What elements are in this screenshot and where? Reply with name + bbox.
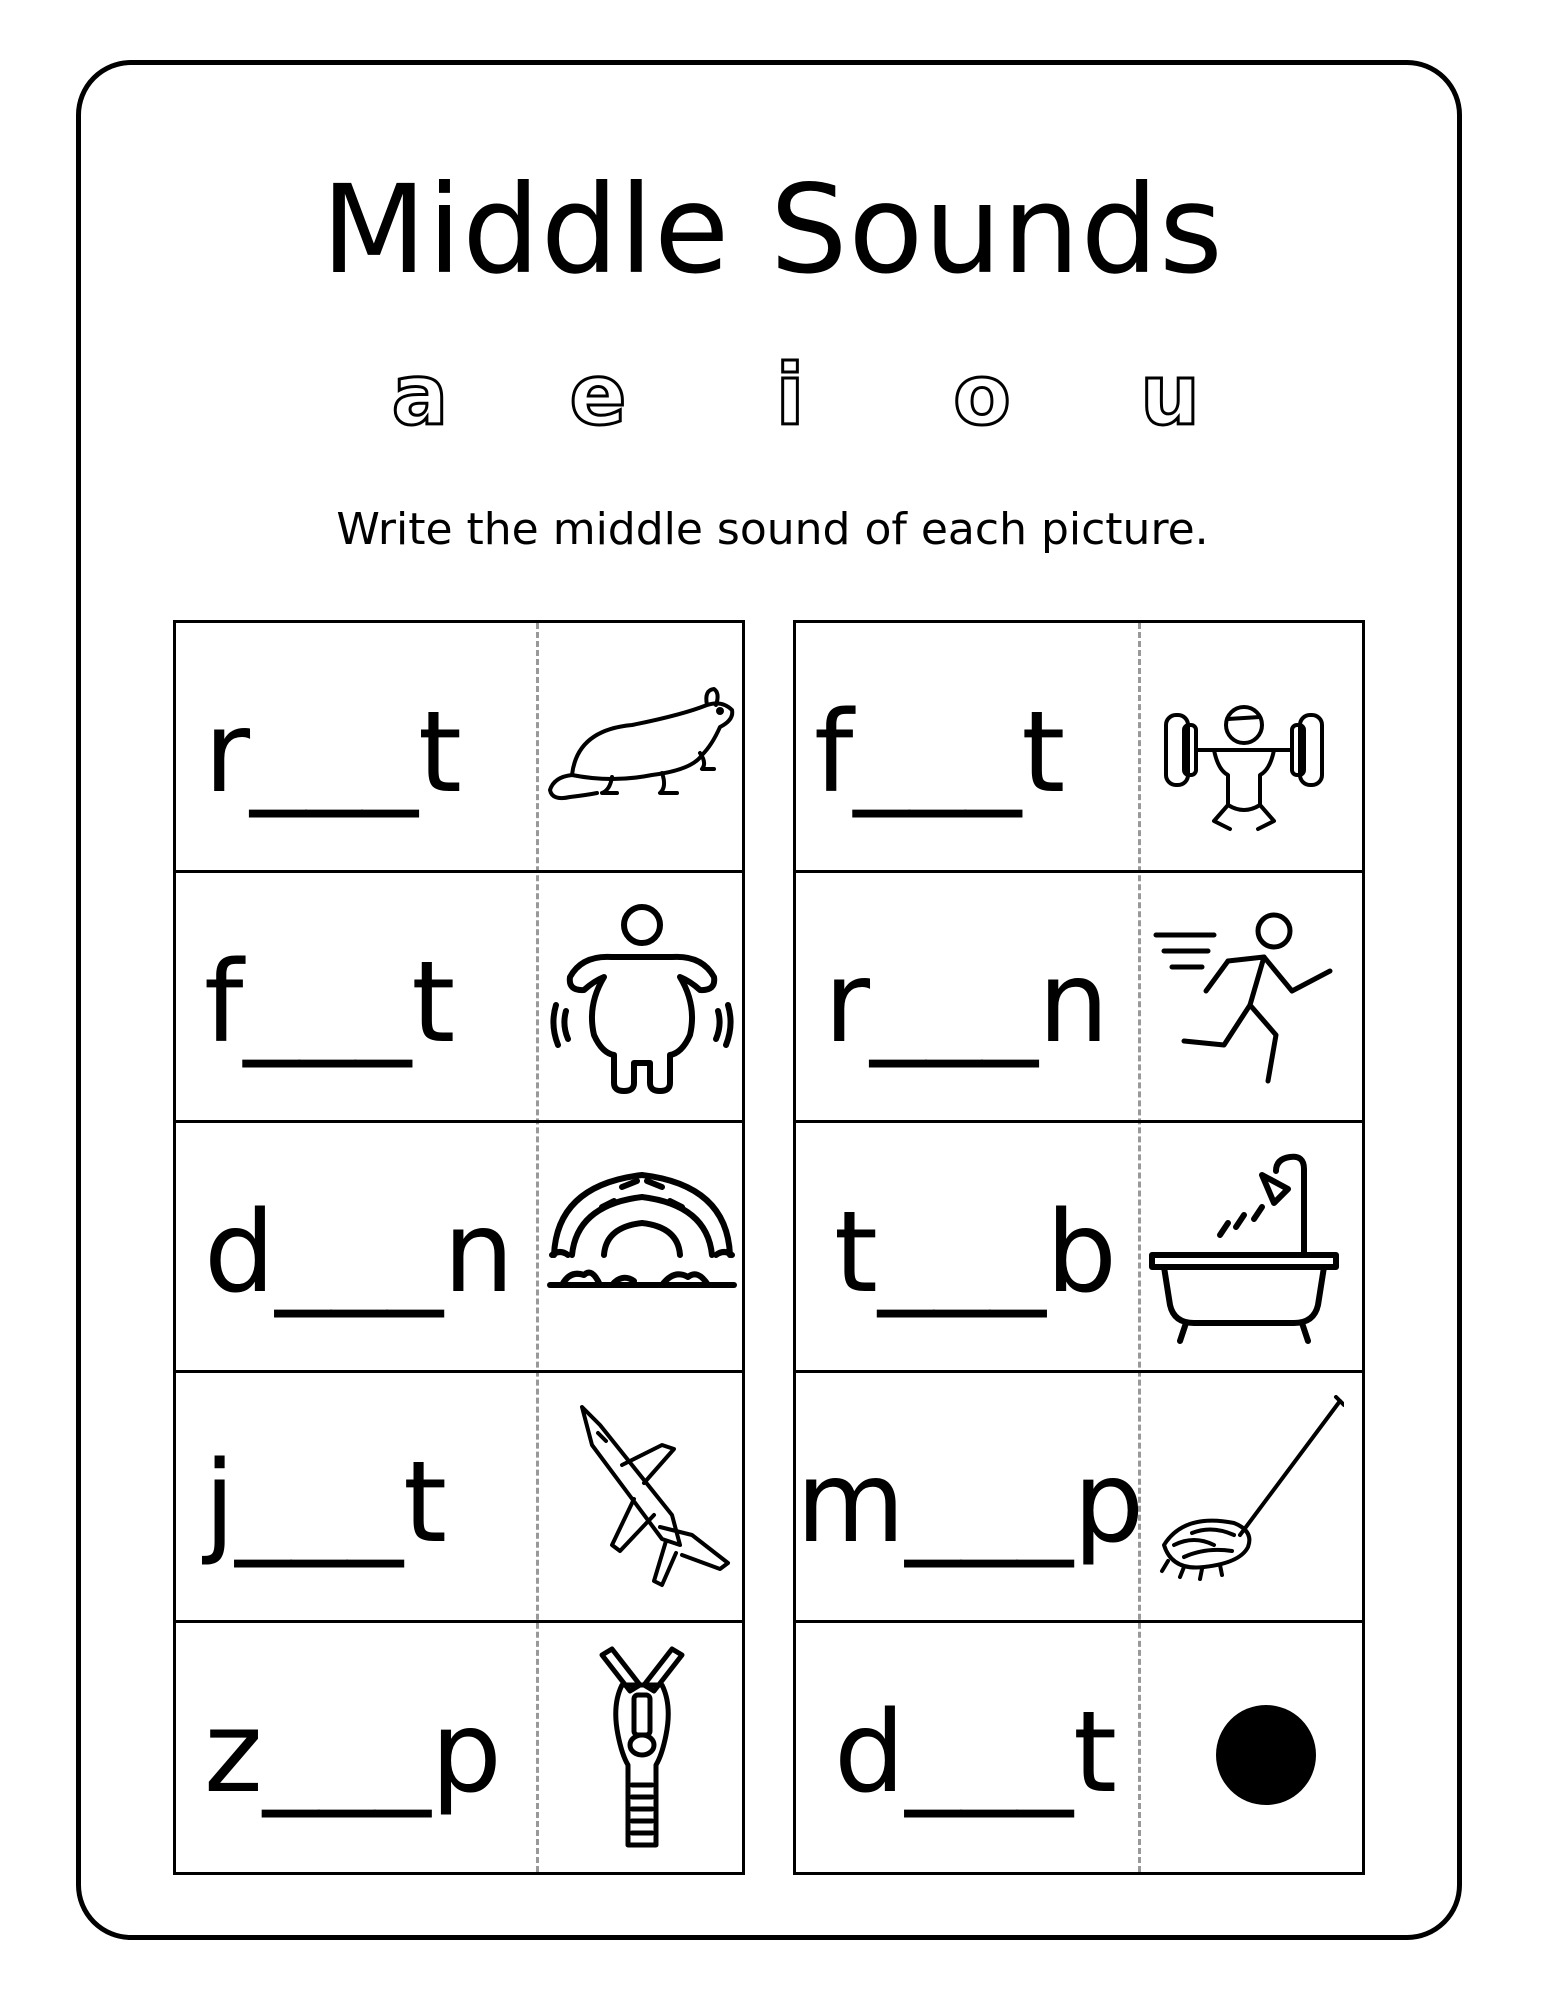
instructions: Write the middle sound of each picture. <box>336 504 1209 555</box>
word-blank[interactable]: t___b <box>834 1188 1118 1318</box>
word-blank[interactable]: z___p <box>204 1688 502 1818</box>
word-row <box>796 873 1362 1123</box>
word-blank[interactable]: d___n <box>204 1188 515 1318</box>
bathtub-icon <box>1144 1145 1344 1351</box>
vowel-a: a <box>391 346 449 444</box>
word-row <box>176 623 742 873</box>
word-row <box>176 1123 742 1373</box>
word-blank[interactable]: r___n <box>824 938 1110 1068</box>
vowel-i: i <box>775 346 805 444</box>
word-blank[interactable]: f___t <box>204 938 456 1068</box>
mop-icon <box>1144 1395 1344 1601</box>
vowel-o: o <box>953 346 1011 444</box>
page-title: Middle Sounds <box>321 159 1224 301</box>
word-blank[interactable]: d___t <box>834 1688 1118 1818</box>
word-row <box>796 1373 1362 1623</box>
den-cave-icon <box>542 1145 742 1351</box>
word-blank[interactable]: m___p <box>796 1438 1145 1568</box>
zipper-icon <box>542 1645 742 1851</box>
left-word-table <box>173 620 745 1875</box>
right-word-table <box>793 620 1365 1875</box>
fat-person-icon <box>542 895 742 1101</box>
runner-icon <box>1144 895 1344 1101</box>
word-row <box>176 1623 742 1873</box>
jet-plane-icon <box>542 1395 742 1601</box>
dot-icon <box>1144 1645 1344 1851</box>
word-row <box>796 623 1362 873</box>
word-blank[interactable]: j___t <box>204 1438 448 1568</box>
word-row <box>796 1623 1362 1873</box>
vowel-u: u <box>1140 346 1200 444</box>
word-row <box>176 873 742 1123</box>
word-blank[interactable]: r___t <box>204 688 462 818</box>
word-blank[interactable]: f___t <box>814 688 1066 818</box>
vowel-e: e <box>569 346 627 444</box>
word-row <box>176 1373 742 1623</box>
rat-icon <box>542 645 742 851</box>
weightlifter-fit-icon <box>1144 645 1344 851</box>
word-row <box>796 1123 1362 1373</box>
